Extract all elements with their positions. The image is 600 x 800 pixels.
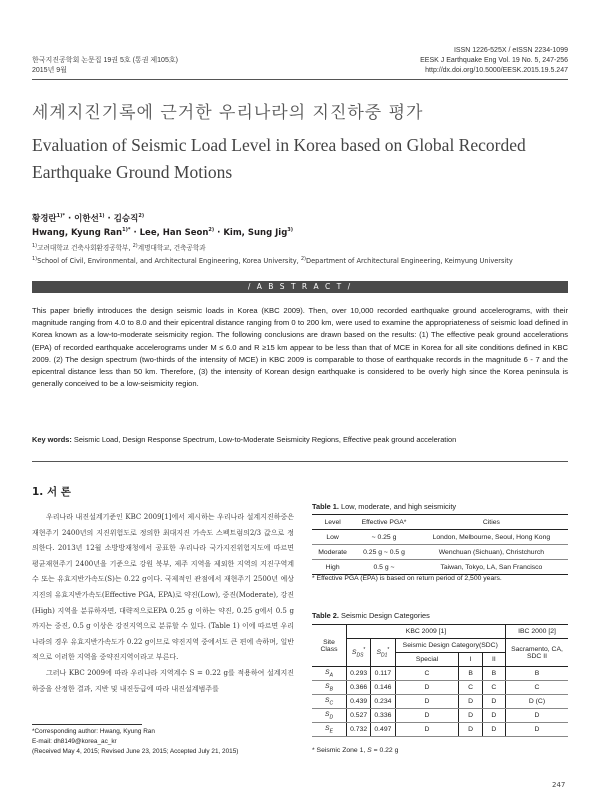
table1-header-epa: Effective PGA* <box>361 518 407 526</box>
table2-header-sacramento: Sacramento, CA, SDC II <box>506 639 569 667</box>
journal-name-en: EESK J Earthquake Eng Vol. 19 No. 5, 247-256 <box>420 57 568 64</box>
keywords <box>32 435 568 444</box>
abstract-banner: / A B S T R A C T / <box>32 281 568 293</box>
table-cell: C <box>506 681 569 695</box>
table-row <box>312 667 568 681</box>
table-seismic-design-categories <box>312 624 568 737</box>
table-cell: D <box>395 681 459 695</box>
authors-english: Hwang, Kyung Ran$^{1)*}$ · Lee, Han Seon$^{2)}$ · Kim, Sung Jig$^{3)}$ <box>32 227 294 238</box>
table2-caption <box>312 611 430 620</box>
keywords-text: Seismic Load, Design Response Spectrum, Low-to-Moderate Seismicity Regions, Effective peak ground acceleration <box>73 435 457 444</box>
table2-header-i: I <box>459 653 482 667</box>
table1-header-row <box>312 515 568 530</box>
authors-korean: 황경란$^{1)*}$ · 이한선$^{1)}$ · 김승직$^{2)}$ <box>32 213 145 224</box>
abstract-bottom-rule <box>32 461 568 462</box>
table-cell: C <box>459 681 482 695</box>
table-cell: 0.234 <box>371 695 395 709</box>
table-cell: D <box>459 695 482 709</box>
table2-header-ibc: IBC 2000 [2] <box>506 625 569 639</box>
table-cell: 0.117 <box>371 667 395 681</box>
affiliation-korean: $^{1)}$고려대학교 건축사회환경공학부, $^{2)}$계명대학교, 건축공학과 <box>32 243 206 253</box>
table2-note: * Seismic Zone 1, S = 0.22 g <box>312 747 399 754</box>
table-cell: High <box>325 563 340 571</box>
table2-header-ii: II <box>482 653 505 667</box>
table-cell: D <box>395 709 459 723</box>
table-row <box>312 560 568 575</box>
table-cell: C <box>482 681 505 695</box>
table-cell-site: $S_E$ <box>312 723 347 737</box>
table2-header-site-class: Site Class <box>320 638 338 653</box>
table2-header-sdc: Seismic Design Category(SDC) <box>395 639 505 653</box>
table-row <box>312 681 568 695</box>
table-cell-site: $S_B$ <box>312 681 347 695</box>
footnote <box>32 727 294 756</box>
body-text-left-column <box>32 510 294 697</box>
table-seismicity-levels <box>312 514 568 575</box>
table-row <box>312 695 568 709</box>
table1-header-cities: Cities <box>482 518 500 526</box>
title-english: Evaluation of Seismic Load Level in Korea based on Global Recorded Earthquake Ground Motions <box>32 135 526 182</box>
table-cell-site: $S_C$ <box>312 695 347 709</box>
table-cell-site: $S_A$ <box>312 667 347 681</box>
table-cell: B <box>506 667 569 681</box>
table-cell: 0.336 <box>371 709 395 723</box>
table1-title: Low, moderate, and high seismicity <box>341 502 457 511</box>
table-cell: C <box>395 667 459 681</box>
table-cell: B <box>482 667 505 681</box>
table-cell: 0.439 <box>347 695 371 709</box>
table2-header-special: Special <box>395 653 459 667</box>
table-cell: Moderate <box>318 548 347 556</box>
body-paragraph-1: 우리나라 내진설계기준인 KBC 2009[1]에서 제시하는 우리나라 설계지진하중은 재현주기 2400년의 지진위험도로 정의한 최대지진 가속도 스펙트럼의2/3 값으로 정의한다. 2013년 12월 소방방재청에서 공표한 우리나라 국가지진위험지도에 따르면 평균재현주기 2400년을 기준으로 강원 북부, 제주 지역을 제외한 지역의 지진구역계수 또는 유효지반가속도(S)는 0.22 g이다. 국제적인 관점에서 재현주기 2500년 예상지진의 유효지반가속도(Effective PGA, EPA)로 약진(Low), 중진(Moderate), 강진(High) 지역을 분류하자면, 대략적으로EPA 0.25 g 이하는 약진, 0.25 g에서 0.5 g까지는 중진, 0.5 g 이상은 강진지역으로 분류할 수 있다. (Table 1) 이에 따르면 우리나라의 경우 유효지반가속도가 0.22 g이므로 약진지역 중에서도 큰 편에 속하며, 일반적으로 이러한 지역을 중약진지역이라고 부른다. <box>32 513 294 662</box>
table-cell: D <box>506 709 569 723</box>
table1-header-level: Level <box>324 518 341 526</box>
table2-header-kbc: KBC 2009 [1] <box>347 625 506 639</box>
footnote-rule <box>32 724 142 725</box>
table-cell: D <box>482 695 505 709</box>
author-email[interactable]: E-mail: dh8149@korea_ac_kr <box>32 737 117 745</box>
table-cell: Low <box>326 533 339 541</box>
table-row <box>312 709 568 723</box>
table-cell: D <box>482 709 505 723</box>
issn-line: ISSN 1226-525X / eISSN 2234-1099 <box>453 47 568 54</box>
table2-label: Table 2. <box>312 611 339 620</box>
table1-note: * Effective PGA (EPA) is based on return period of 2,500 years. <box>312 575 502 582</box>
journal-name-ko: 한국지진공학회 논문집 19권 5호 (통권 제105호) <box>32 57 178 64</box>
title-korean: 세계지진기록에 근거한 우리나라의 지진하중 평가 <box>32 103 424 123</box>
table-cell: D <box>395 695 459 709</box>
table-cell: D <box>506 723 569 737</box>
table-cell: 0.146 <box>371 681 395 695</box>
journal-header-right <box>420 46 568 76</box>
table-cell: D (C) <box>506 695 569 709</box>
table-cell: 0.293 <box>347 667 371 681</box>
table-row <box>312 723 568 737</box>
table-cell: 0.497 <box>371 723 395 737</box>
table1-label: Table 1. <box>312 502 339 511</box>
table-cell: ~ 0.25 g <box>371 533 397 541</box>
table-row <box>312 545 568 560</box>
table-cell-site: $S_D$ <box>312 709 347 723</box>
table1-caption <box>312 502 456 511</box>
table2-header-row-2 <box>312 639 568 653</box>
table-cell: 0.5 g ~ <box>373 563 395 571</box>
table-cell: D <box>459 723 482 737</box>
section-title: 1. 서 론 <box>32 486 71 498</box>
doi-link[interactable]: http://dx.doi.org/10.5000/EESK.2015.19.5.247 <box>425 67 568 74</box>
table-cell: 0.25 g ~ 0.5 g <box>363 548 405 556</box>
table-row <box>312 530 568 545</box>
table-cell: 0.732 <box>347 723 371 737</box>
corresponding-author: *Corresponding author: Hwang, Kyung Ran <box>32 728 155 735</box>
table-cell: D <box>482 723 505 737</box>
table2-header-sd1: $S_{D1}^*$ <box>371 639 395 667</box>
table-cell: B <box>459 667 482 681</box>
received-dates: (Received May 4, 2015; Revised June 23, 2015; Accepted July 21, 2015) <box>32 747 239 755</box>
table-cell: 0.527 <box>347 709 371 723</box>
issue-date-ko: 2015년 9월 <box>32 67 67 74</box>
affiliation-english: $^{1)}$School of Civil, Environmental, and Architectural Engineering, Korea University, $^{2)}$Department of Architectural Engineering, Keimyung University <box>32 256 513 266</box>
table-cell: London, Melbourne, Seoul, Hong Kong <box>432 533 551 541</box>
table-cell: D <box>459 709 482 723</box>
table2-header-row-1 <box>312 625 568 639</box>
abstract-text: This paper briefly introduces the design seismic loads in Korea (KBC 2009). Then, over 10,000 recorded earthquake ground accelerograms, with their magnitude ranging from 4.0 to 8.0 and their epicentral distance ranging from 0 to 200 km, were used to examine the appropriateness of seismic load defined in Korea known as a low-to-moderate seismicity region. The following conclusions are drawn based on the results: (1) The effective peak ground accelerations (EPA) of recorded earthquake accelerograms under M ≤ 6.0 and R ≥15 km appear to be less than that of MCE in Korea for all site conditions defined in KBC 2009. (2) The design spectrum (two-thirds of the intensity of MCE) in KBC 2009 is comparable to those of earthquake records in the magnitude 6 - 7 and the epicentral distance less than 50 km. Therefore, (3) the intensity of Korean design earthquake is considered to be overly high since the Korea peninsula is generally conceived to be a low-seismicity region. <box>32 306 568 389</box>
table-cell: Taiwan, Tokyo, LA, San Francisco <box>440 563 543 571</box>
table2-header-sds: $S_{DS}^*$ <box>347 639 371 667</box>
table-cell: D <box>395 723 459 737</box>
header-rule <box>32 79 568 80</box>
table2-title: Seismic Design Categories <box>341 611 430 620</box>
journal-header-left <box>32 56 178 76</box>
table-cell: Wenchuan (Sichuan), Christchurch <box>438 548 545 556</box>
keywords-label: Key words: <box>32 435 72 444</box>
page-number: 247 <box>552 781 566 789</box>
table-cell: 0.366 <box>347 681 371 695</box>
body-paragraph-2: 그러나 KBC 2009에 따라 우리나라 지역계수 S = 0.22 g를 적용하여 설계지진하중을 산정한 결과, 지반 및 내진등급에 따라 내진설계범주를 <box>32 668 294 693</box>
